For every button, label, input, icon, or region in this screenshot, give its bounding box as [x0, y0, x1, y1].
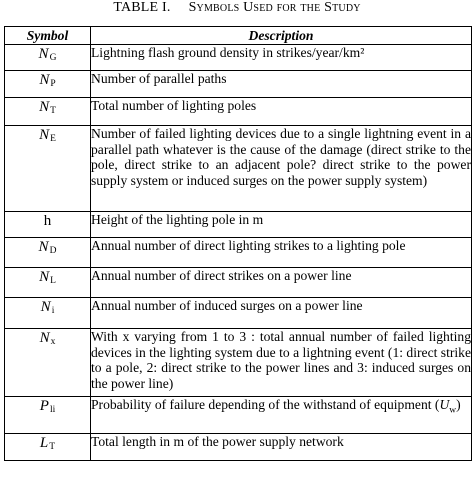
description-cell: Number of failed lighting devices due to a single lightning event in a parallel path whatever is the cause of the damage (direct strike to the pole, direct strike to an adjacent pole? direct strike to the power supply system or induced surges on the power supply system)	[91, 126, 472, 212]
symbol-subscript: P	[50, 79, 56, 89]
symbol-subscript: T	[50, 106, 56, 116]
table-row	[5, 329, 472, 397]
symbol-letter: L	[39, 435, 49, 451]
table-row	[5, 71, 472, 98]
symbol-cell	[5, 298, 91, 329]
symbol-letter: N	[38, 46, 49, 62]
symbol-cell	[5, 71, 91, 98]
description-cell: Annual number of induced surges on a power line	[91, 298, 472, 329]
table-number: TABLE I.	[113, 0, 171, 15]
symbol-subscript: i	[51, 306, 55, 316]
table-row	[5, 98, 472, 126]
symbol-cell	[5, 45, 91, 71]
table-row	[5, 268, 472, 298]
description-cell: Lightning flash ground density in strikes/year/km²	[91, 45, 472, 71]
description-cell: Total length in m of the power supply network	[91, 434, 472, 461]
symbols-table	[4, 26, 472, 461]
symbol-subscript: x	[50, 337, 56, 347]
symbol-letter: N	[39, 72, 50, 88]
symbol-cell	[5, 434, 91, 461]
symbol-letter: N	[40, 299, 51, 315]
symbol-subscript: li	[49, 405, 56, 415]
description-cell: Annual number of direct strikes on a power line	[91, 268, 472, 298]
table-row	[5, 434, 472, 461]
symbol-letter: N	[39, 330, 50, 346]
table-row	[5, 126, 472, 212]
symbol-cell	[5, 212, 91, 238]
symbol-cell	[5, 238, 91, 268]
symbol-letter: N	[39, 99, 50, 115]
table-row	[5, 45, 472, 71]
table-header-row	[5, 27, 472, 45]
symbol-cell	[5, 126, 91, 212]
symbol-cell	[5, 329, 91, 397]
symbol-subscript: T	[49, 442, 56, 452]
table-caption	[0, 0, 474, 22]
symbol-letter: P	[39, 398, 49, 414]
header-symbol: Symbol	[5, 27, 91, 45]
table-row	[5, 397, 472, 434]
description-text: Probability of failure depending of the withstand of equipment (	[91, 397, 440, 412]
symbol-letter: h	[43, 213, 52, 229]
symbol-letter: N	[39, 269, 50, 285]
symbol-cell	[5, 397, 91, 434]
table-body	[5, 45, 472, 461]
symbol-letter: N	[38, 239, 49, 255]
symbol-letter: N	[39, 127, 50, 143]
table-row	[5, 238, 472, 268]
description-cell: Number of parallel paths	[91, 71, 472, 98]
description-cell: Annual number of direct lighting strikes to a lighting pole	[91, 238, 472, 268]
table-row	[5, 298, 472, 329]
description-tail: )	[456, 397, 461, 412]
symbol-subscript: E	[50, 134, 56, 144]
header-description: Description	[91, 27, 472, 45]
description-cell: With x varying from 1 to 3 : total annual number of failed lighting devices in the lighting system due to a lightning event (1: direct strike to a pole, 2: direct strike to the power lines and 3: induced surges on the power line)	[91, 329, 472, 397]
table-title: Symbols Used for the Study	[188, 0, 361, 15]
symbol-cell	[5, 268, 91, 298]
description-cell	[91, 397, 472, 434]
description-cell: Total number of lighting poles	[91, 98, 472, 126]
symbol-cell	[5, 98, 91, 126]
symbol-subscript: G	[49, 53, 57, 63]
description-variable: $U_w$	[439, 397, 457, 416]
symbol-subscript: L	[50, 276, 56, 286]
symbol-subscript: D	[49, 246, 57, 256]
description-cell: Height of the lighting pole in m	[91, 212, 472, 238]
table-row	[5, 212, 472, 238]
